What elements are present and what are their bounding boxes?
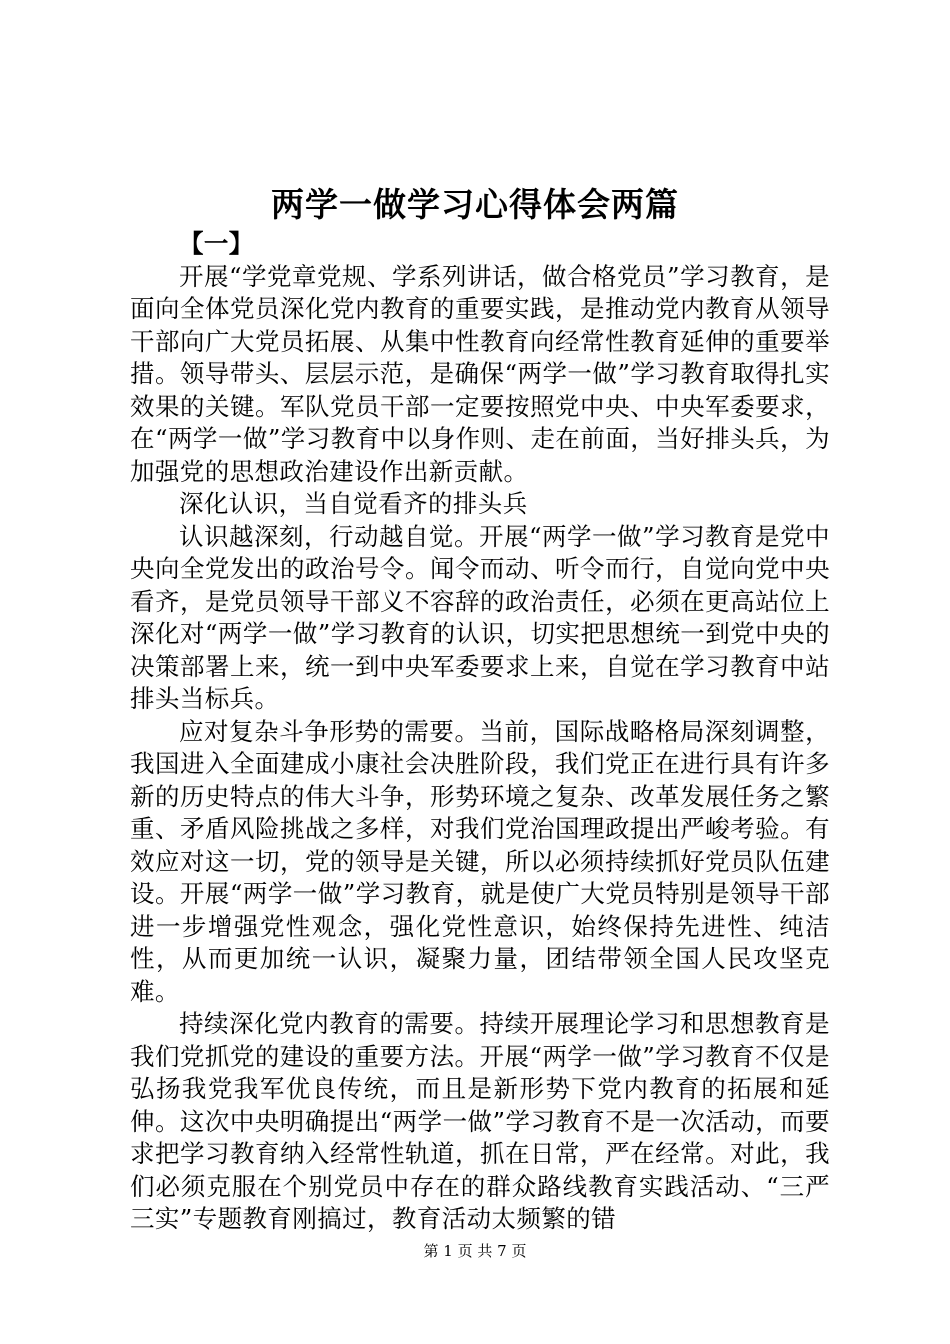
paragraph-education: 持续深化党内教育的需要。持续开展理论学习和思想教育是我们党抓党的建设的重要方法。开展“两学一做”学习教育不仅是弘扬我党我军优良传统，而且是新形势下党内教育的拓展和延伸。这次中央明确提出“两学一做”学习教育不是一次活动，而要求把学习教育纳入经常性轨道，抓在日常，严在经常。对此，我们必须克服在个别党员中存在的群众路线教育实践活动、“三严三实”专题教育刚搞过，教育活动太频繁的错: [130, 1009, 830, 1233]
subheading: 深化认识，当自觉看齐的排头兵: [179, 489, 528, 518]
document-body: [130, 228, 830, 1236]
section-marker: 【一】: [179, 229, 254, 258]
document-title: 两学一做学习心得体会两篇: [271, 185, 679, 224]
page-footer: 第 1 页 共 7 页: [423, 1242, 527, 1260]
paragraph-struggle: 应对复杂斗争形势的需要。当前，国际战略格局深刻调整，我国进入全面建成小康社会决胜阶段，我们党正在进行具有许多新的历史特点的伟大斗争，形势环境之复杂、改革发展任务之繁重、矛盾风险挑战之多样，对我们党治国理政提出严峻考验。有效应对这一切，党的领导是关键，所以必须持续抓好党员队伍建设。开展“两学一做”学习教育，就是使广大党员特别是领导干部进一步增强党性观念，强化党性意识，始终保持先进性、纯洁性，从而更加统一认识，凝聚力量，团结带领全国人民攻坚克难。: [130, 716, 830, 1006]
paragraph-intro: 开展“学党章党规、学系列讲话，做合格党员”学习教育，是面向全体党员深化党内教育的重要实践，是推动党内教育从领导干部向广大党员拓展、从集中性教育向经常性教育延伸的重要举措。领导带头、层层示范，是确保“两学一做”学习教育取得扎实效果的关键。军队党员干部一定要按照党中央、中央军委要求，在“两学一做”学习教育中以身作则、走在前面，当好排头兵，为加强党的思想政治建设作出新贡献。: [130, 261, 830, 486]
paragraph-awareness: 认识越深刻，行动越自觉。开展“两学一做”学习教育是党中央向全党发出的政治号令。闻令而动、听令而行，自觉向党中央看齐，是党员领导干部义不容辞的政治责任，必须在更高站位上深化对“两学一做”学习教育的认识，切实把思想统一到党中央的决策部署上来，统一到中央军委要求上来，自觉在学习教育中站排头当标兵。: [130, 521, 830, 713]
